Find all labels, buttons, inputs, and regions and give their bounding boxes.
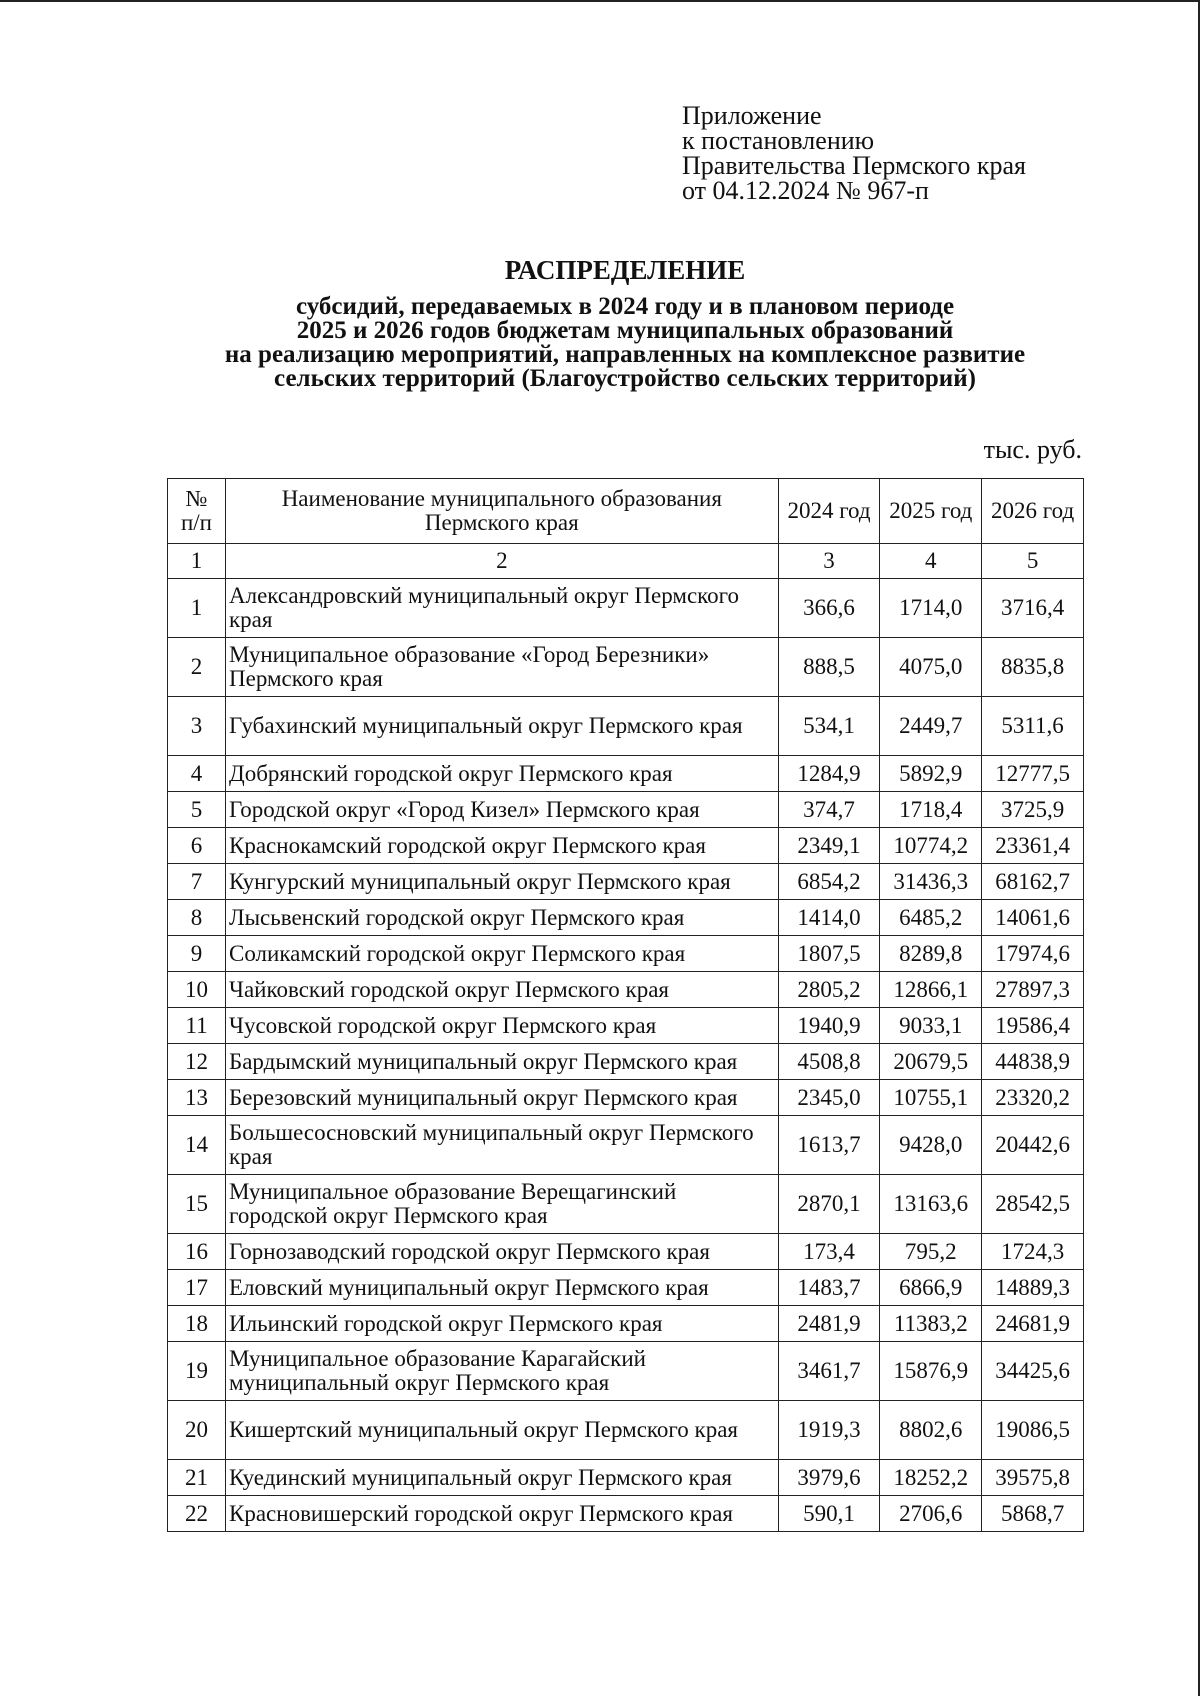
- amount-2026: 1724,3: [982, 1234, 1084, 1270]
- row-number: 19: [168, 1342, 226, 1401]
- amount-2026: 8835,8: [982, 638, 1084, 697]
- municipality-name: Березовский муниципальный округ Пермского края: [226, 1080, 779, 1116]
- table-row: [168, 1044, 1084, 1080]
- subtitle-line: на реализацию мероприятий, направленных на комплексное развитие: [224, 341, 1026, 368]
- amount-2026: 34425,6: [982, 1342, 1084, 1401]
- amount-2025: 11383,2: [880, 1306, 982, 1342]
- table-row: [168, 828, 1084, 864]
- amount-2026: 20442,6: [982, 1116, 1084, 1175]
- amount-2025: 795,2: [880, 1234, 982, 1270]
- table-row: [168, 1460, 1084, 1496]
- amount-2026: 5868,7: [982, 1496, 1084, 1532]
- amount-2024: 1483,7: [778, 1270, 880, 1306]
- row-number: 9: [168, 936, 226, 972]
- municipality-name: Губахинский муниципальный округ Пермского края: [226, 697, 779, 756]
- municipality-name: Чайковский городской округ Пермского края: [226, 972, 779, 1008]
- table-row: [168, 1401, 1084, 1460]
- subsidy-table: [167, 478, 1084, 1532]
- row-number: 3: [168, 697, 226, 756]
- table-row: [168, 900, 1084, 936]
- units-label: тыс. руб.: [983, 435, 1082, 464]
- amount-2025: 9428,0: [880, 1116, 982, 1175]
- table-row: [168, 1116, 1084, 1175]
- table-row: [168, 1270, 1084, 1306]
- amount-2024: 1919,3: [778, 1401, 880, 1460]
- amount-2026: 3725,9: [982, 792, 1084, 828]
- row-number: 4: [168, 756, 226, 792]
- table-row: [168, 1496, 1084, 1532]
- row-number: 21: [168, 1460, 226, 1496]
- municipality-name: Добрянский городской округ Пермского края: [226, 756, 779, 792]
- amount-2026: 68162,7: [982, 864, 1084, 900]
- amount-2024: 1613,7: [778, 1116, 880, 1175]
- municipality-name: Чусовской городской округ Пермского края: [226, 1008, 779, 1044]
- subtitle-line: субсидий, передаваемых в 2024 году и в плановом периоде: [295, 293, 955, 320]
- amount-2026: 28542,5: [982, 1175, 1084, 1234]
- table-row: [168, 1306, 1084, 1342]
- amount-2026: 24681,9: [982, 1306, 1084, 1342]
- amount-2026: 19586,4: [982, 1008, 1084, 1044]
- amount-2024: 888,5: [778, 638, 880, 697]
- table-row: [168, 1234, 1084, 1270]
- table-row: [168, 1175, 1084, 1234]
- row-number: 7: [168, 864, 226, 900]
- amount-2026: 14061,6: [982, 900, 1084, 936]
- row-number: 8: [168, 900, 226, 936]
- amount-2024: 1284,9: [778, 756, 880, 792]
- table-row: [168, 1008, 1084, 1044]
- amount-2024: 4508,8: [778, 1044, 880, 1080]
- municipality-name: Ильинский городской округ Пермского края: [226, 1306, 779, 1342]
- column-number: 1: [168, 544, 226, 579]
- row-number: 12: [168, 1044, 226, 1080]
- subtitle-line: 2025 и 2026 годов бюджетам муниципальных образований: [296, 317, 954, 344]
- amount-2025: 8802,6: [880, 1401, 982, 1460]
- amount-2025: 1714,0: [880, 579, 982, 638]
- amount-2024: 2805,2: [778, 972, 880, 1008]
- page-edge-top: [0, 0, 1200, 2]
- subtitle-line: сельских территорий (Благоустройство сельских территорий): [274, 365, 976, 392]
- header-2026: 2026 год: [982, 479, 1084, 544]
- column-number: 3: [778, 544, 880, 579]
- amount-2025: 4075,0: [880, 638, 982, 697]
- amount-2024: 2345,0: [778, 1080, 880, 1116]
- amount-2025: 12866,1: [880, 972, 982, 1008]
- amount-2024: 6854,2: [778, 864, 880, 900]
- header-2024: 2024 год: [778, 479, 880, 544]
- table-row: [168, 864, 1084, 900]
- column-number: 4: [880, 544, 982, 579]
- amount-2024: 1807,5: [778, 936, 880, 972]
- row-number: 13: [168, 1080, 226, 1116]
- amount-2024: 2349,1: [778, 828, 880, 864]
- municipality-name: Муниципальное образование Карагайский муниципальный округ Пермского края: [226, 1342, 779, 1401]
- row-number: 6: [168, 828, 226, 864]
- municipality-name: Лысьвенский городской округ Пермского края: [226, 900, 779, 936]
- municipality-name: Краснокамский городской округ Пермского края: [226, 828, 779, 864]
- amount-2024: 2870,1: [778, 1175, 880, 1234]
- amount-2025: 13163,6: [880, 1175, 982, 1234]
- municipality-name: Александровский муниципальный округ Пермского края: [226, 579, 779, 638]
- table-row: [168, 579, 1084, 638]
- appendix-line: Приложение: [682, 101, 822, 130]
- table-row: [168, 1080, 1084, 1116]
- municipality-name: Горнозаводский городской округ Пермского края: [226, 1234, 779, 1270]
- municipality-name: Муниципальное образование «Город Березники» Пермского края: [226, 638, 779, 697]
- table-row: [168, 638, 1084, 697]
- table-row: [168, 756, 1084, 792]
- amount-2025: 9033,1: [880, 1008, 982, 1044]
- amount-2026: 44838,9: [982, 1044, 1084, 1080]
- column-number-row: [168, 544, 1084, 579]
- row-number: 5: [168, 792, 226, 828]
- row-number: 1: [168, 579, 226, 638]
- municipality-name: Кишертский муниципальный округ Пермского края: [226, 1401, 779, 1460]
- municipality-name: Куединский муниципальный округ Пермского края: [226, 1460, 779, 1496]
- table-row: [168, 972, 1084, 1008]
- amount-2025: 2449,7: [880, 697, 982, 756]
- header-num-line: п/п: [180, 510, 212, 535]
- header-name: [226, 479, 779, 544]
- municipality-name: Городской округ «Город Кизел» Пермского края: [226, 792, 779, 828]
- header-name-line: Пермского края: [424, 510, 579, 535]
- appendix-line: к постановлению: [682, 126, 875, 155]
- amount-2024: 2481,9: [778, 1306, 880, 1342]
- document-title: РАСПРЕДЕЛЕНИЕ: [504, 255, 746, 285]
- amount-2025: 15876,9: [880, 1342, 982, 1401]
- amount-2026: 39575,8: [982, 1460, 1084, 1496]
- row-number: 20: [168, 1401, 226, 1460]
- amount-2026: 3716,4: [982, 579, 1084, 638]
- row-number: 2: [168, 638, 226, 697]
- amount-2024: 3461,7: [778, 1342, 880, 1401]
- amount-2024: 1414,0: [778, 900, 880, 936]
- row-number: 14: [168, 1116, 226, 1175]
- document-subtitle: [0, 295, 1200, 391]
- amount-2026: 27897,3: [982, 972, 1084, 1008]
- table-row: [168, 697, 1084, 756]
- table-row: [168, 792, 1084, 828]
- column-number: 5: [982, 544, 1084, 579]
- amount-2024: 173,4: [778, 1234, 880, 1270]
- municipality-name: Муниципальное образование Верещагинский городской округ Пермского края: [226, 1175, 779, 1234]
- amount-2026: 23320,2: [982, 1080, 1084, 1116]
- table-row: [168, 936, 1084, 972]
- municipality-name: Соликамский городской округ Пермского края: [226, 936, 779, 972]
- row-number: 10: [168, 972, 226, 1008]
- appendix-line: Правительства Пермского края: [682, 151, 1026, 180]
- amount-2025: 10774,2: [880, 828, 982, 864]
- amount-2025: 31436,3: [880, 864, 982, 900]
- amount-2024: 374,7: [778, 792, 880, 828]
- amount-2026: 14889,3: [982, 1270, 1084, 1306]
- appendix-line: от 04.12.2024 № 967-п: [682, 176, 929, 205]
- municipality-name: Еловский муниципальный округ Пермского края: [226, 1270, 779, 1306]
- amount-2024: 534,1: [778, 697, 880, 756]
- amount-2025: 6866,9: [880, 1270, 982, 1306]
- amount-2025: 10755,1: [880, 1080, 982, 1116]
- row-number: 17: [168, 1270, 226, 1306]
- header-num-line: №: [185, 486, 208, 511]
- amount-2025: 20679,5: [880, 1044, 982, 1080]
- amount-2026: 19086,5: [982, 1401, 1084, 1460]
- amount-2026: 12777,5: [982, 756, 1084, 792]
- amount-2025: 6485,2: [880, 900, 982, 936]
- amount-2025: 8289,8: [880, 936, 982, 972]
- row-number: 18: [168, 1306, 226, 1342]
- header-2025: 2025 год: [880, 479, 982, 544]
- row-number: 16: [168, 1234, 226, 1270]
- column-number: 2: [226, 544, 779, 579]
- municipality-name: Большесосновский муниципальный округ Пермского края: [226, 1116, 779, 1175]
- row-number: 11: [168, 1008, 226, 1044]
- amount-2026: 5311,6: [982, 697, 1084, 756]
- municipality-name: Красновишерский городской округ Пермского края: [226, 1496, 779, 1532]
- row-number: 15: [168, 1175, 226, 1234]
- amount-2025: 1718,4: [880, 792, 982, 828]
- table-row: [168, 1342, 1084, 1401]
- amount-2026: 23361,4: [982, 828, 1084, 864]
- header-num: [168, 479, 226, 544]
- amount-2025: 2706,6: [880, 1496, 982, 1532]
- amount-2025: 18252,2: [880, 1460, 982, 1496]
- appendix-block: [682, 103, 1026, 203]
- row-number: 22: [168, 1496, 226, 1532]
- amount-2024: 3979,6: [778, 1460, 880, 1496]
- amount-2024: 590,1: [778, 1496, 880, 1532]
- amount-2025: 5892,9: [880, 756, 982, 792]
- municipality-name: Бардымский муниципальный округ Пермского края: [226, 1044, 779, 1080]
- header-name-line: Наименование муниципального образования: [281, 486, 722, 511]
- amount-2024: 366,6: [778, 579, 880, 638]
- amount-2026: 17974,6: [982, 936, 1084, 972]
- table-header-row: [168, 479, 1084, 544]
- amount-2024: 1940,9: [778, 1008, 880, 1044]
- municipality-name: Кунгурский муниципальный округ Пермского края: [226, 864, 779, 900]
